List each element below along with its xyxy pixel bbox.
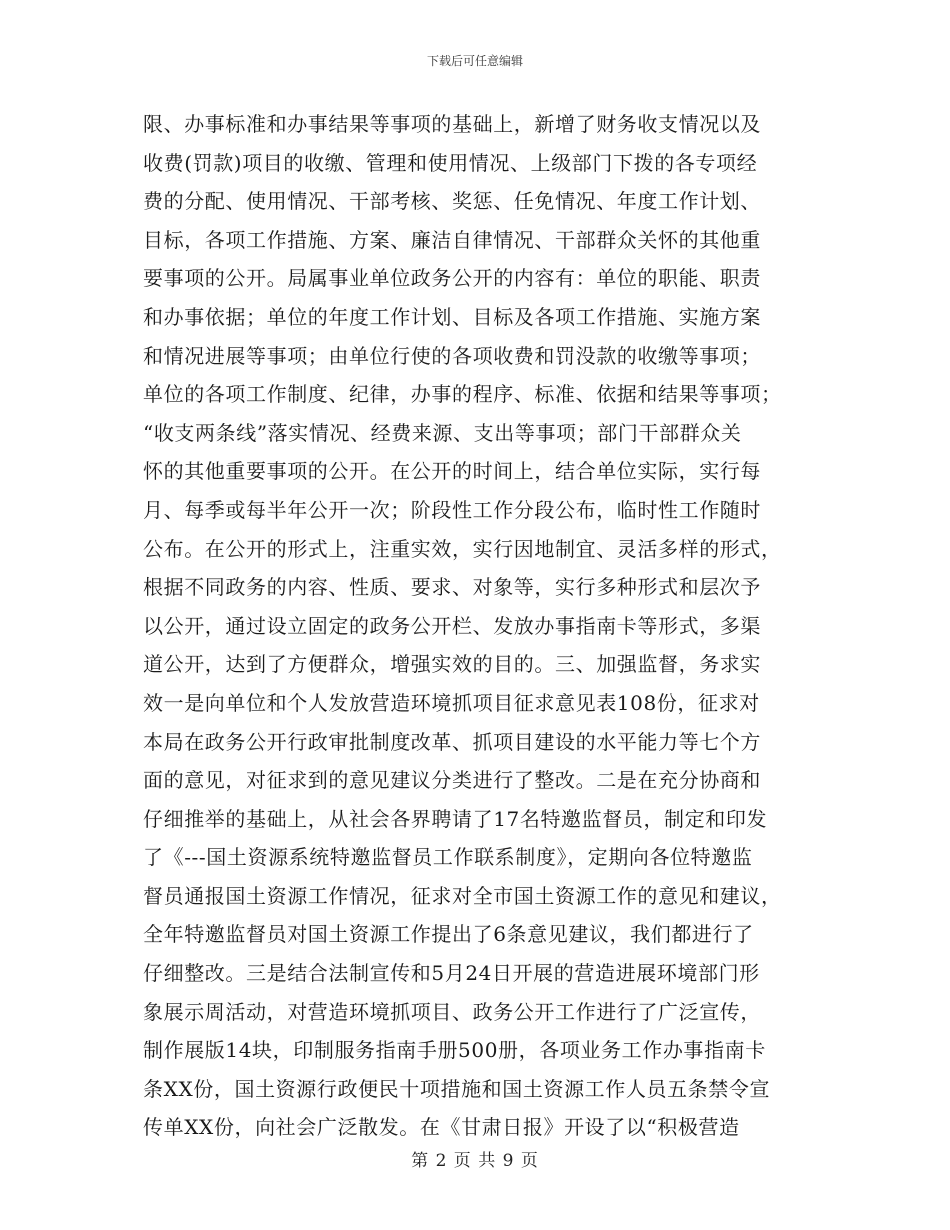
body-line: 和情况进展等事项；由单位行使的各项收费和罚没款的收缴等事项； xyxy=(143,343,761,368)
page-header: 下载后可任意编辑 xyxy=(426,54,523,68)
body-line: 根据不同政务的内容、性质、要求、对象等，实行多种形式和层次予 xyxy=(143,575,761,600)
body-line: 仔细整改。三是结合法制宣传和5月24日开展的营造进展环境部门形 xyxy=(143,961,760,986)
body-line: 收费(罚款)项目的收缴、管理和使用情况、上级部门下拨的各专项经 xyxy=(143,150,758,175)
body-line: 全年特邀监督员对国土资源工作提出了6条意见建议，我们都进行了 xyxy=(143,922,754,947)
body-line: 仔细推举的基础上，从社会各界聘请了17名特邀监督员，制定和印发 xyxy=(143,806,768,831)
body-line: 条XX份，国土资源行政便民十项措施和国土资源工作人员五条禁令宣 xyxy=(143,1076,771,1101)
body-line: 面的意见，对征求到的意见建议分类进行了整改。二是在充分协商和 xyxy=(143,768,761,793)
body-line: 怀的其他重要事项的公开。在公开的时间上，结合单位实际，实行每 xyxy=(143,459,761,484)
body-line: 效一是向单位和个人发放营造环境抓项目征求意见表108份，征求对 xyxy=(143,690,760,715)
body-line: 象展示周活动，对营造环境抓项目、政务公开工作进行了广泛宣传， xyxy=(143,999,761,1024)
body-line: 月、每季或每半年公开一次；阶段性工作分段公布，临时性工作随时 xyxy=(143,497,761,522)
body-line: 限、办事标准和办事结果等事项的基础上，新增了财务收支情况以及 xyxy=(143,112,761,136)
body-line: 传单XX份，向社会广泛散发。在《甘肃日报》开设了以“积极营造 xyxy=(143,1115,740,1140)
document-body xyxy=(143,105,823,1147)
body-line: 以公开，通过设立固定的政务公开栏、发放办事指南卡等形式，多渠 xyxy=(143,613,761,638)
body-line: “收支两条线”落实情况、经费来源、支出等事项；部门干部群众关 xyxy=(143,420,742,445)
body-line: 单位的各项工作制度、纪律，办事的程序、标准、依据和结果等事项； xyxy=(143,382,782,407)
body-line: 和办事依据；单位的年度工作计划、目标及各项工作措施、实施方案 xyxy=(143,304,761,329)
body-line: 制作展版14块，印制服务指南手册500册，各项业务工作办事指南卡 xyxy=(143,1038,766,1063)
page-number: 第 2 页 共 9 页 xyxy=(411,1151,539,1171)
body-line: 要事项的公开。局属事业单位政务公开的内容有：单位的职能、职责 xyxy=(143,266,761,291)
body-line: 了《---国土资源系统特邀监督员工作联系制度》，定期向各位特邀监 xyxy=(143,845,753,870)
body-line: 公布。在公开的形式上，注重实效，实行因地制宜、灵活多样的形式， xyxy=(143,536,782,561)
body-line: 费的分配、使用情况、干部考核、奖惩、任免情况、年度工作计划、 xyxy=(143,189,761,214)
body-line: 道公开，达到了方便群众，增强实效的目的。三、加强监督，务求实 xyxy=(143,652,761,677)
body-line: 本局在政务公开行政审批制度改革、抓项目建设的水平能力等七个方 xyxy=(143,729,761,754)
body-line: 目标，各项工作措施、方案、廉洁自律情况、干部群众关怀的其他重 xyxy=(143,227,761,252)
body-line: 督员通报国土资源工作情况，征求对全市国土资源工作的意见和建议， xyxy=(143,883,782,908)
